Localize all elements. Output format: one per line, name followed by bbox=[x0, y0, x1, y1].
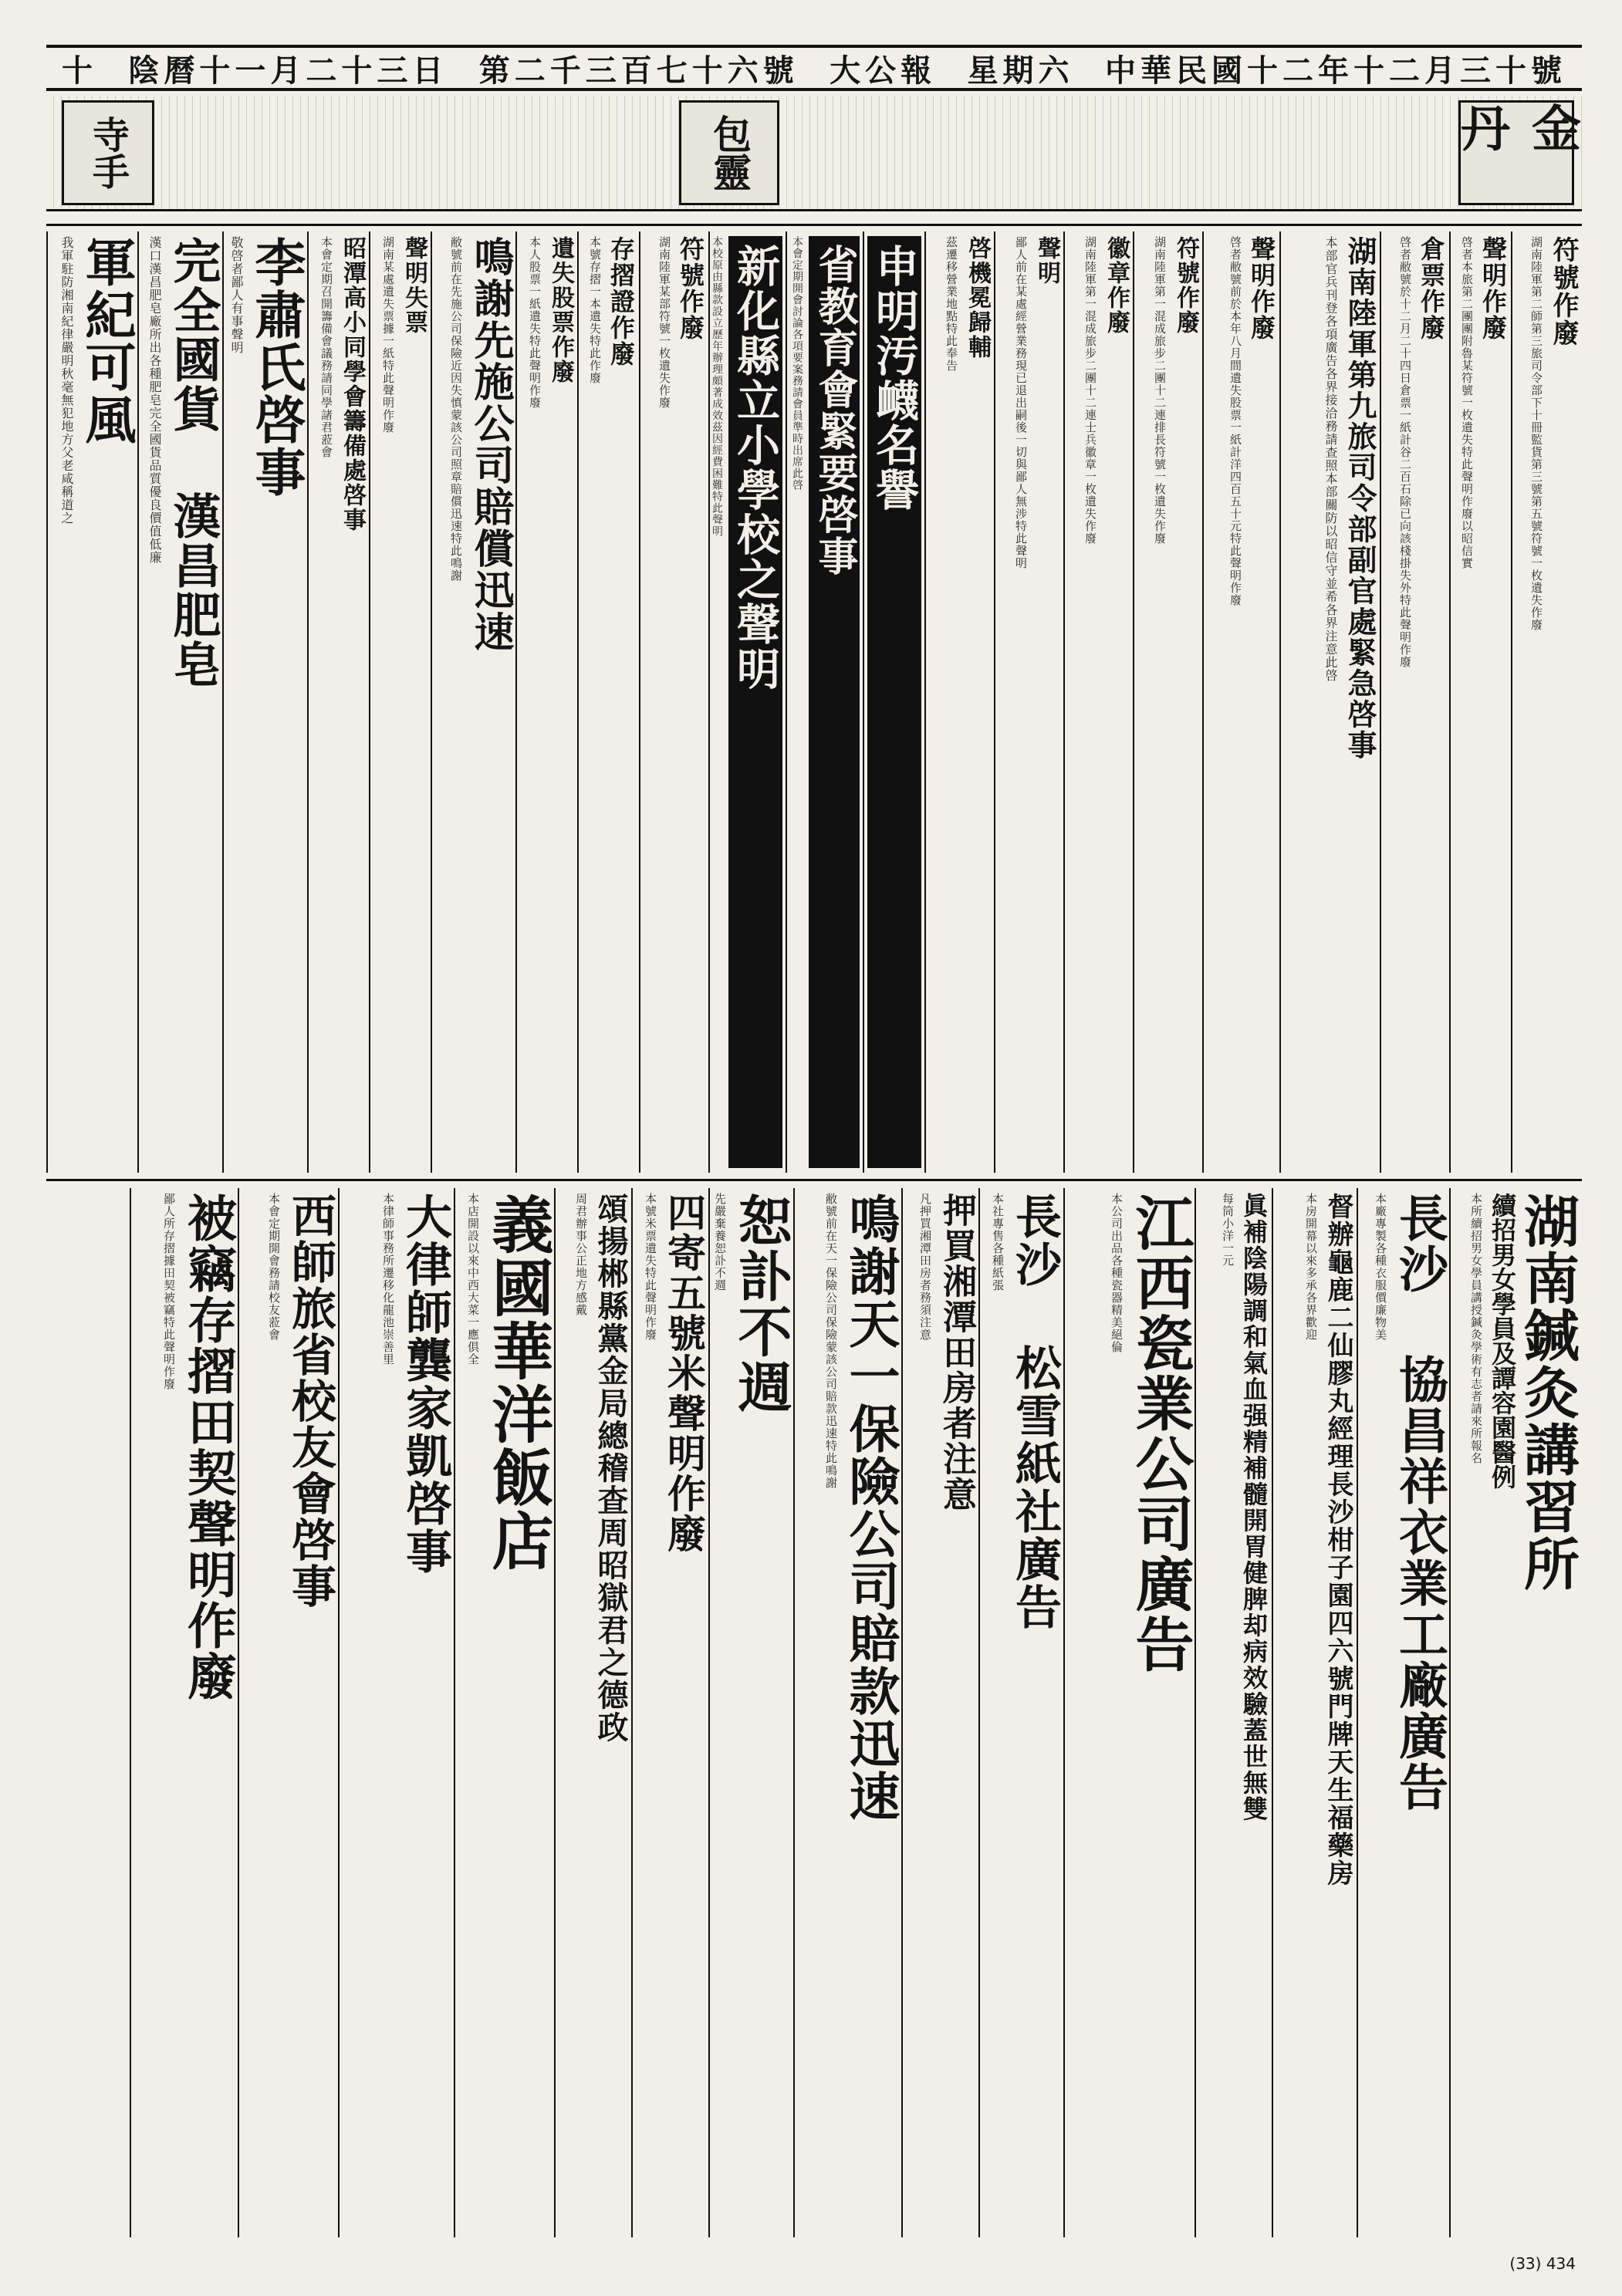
upper-ad-headline: 省教育會緊要啓事 bbox=[809, 236, 860, 1168]
upper-ad-a21 bbox=[48, 231, 137, 1173]
upper-ad-headline: 鳴謝先施公司賠償迅速 bbox=[467, 236, 514, 653]
lower-column-rule bbox=[554, 1188, 556, 2237]
lower-ad-headline: 大律師龔家凱啓事 bbox=[398, 1193, 452, 1575]
upper-ad-headline: 符號作廢 bbox=[1172, 236, 1199, 335]
lower-column-rule bbox=[1357, 1188, 1358, 2237]
lower-ad-headline: 長沙 協昌祥衣業工廠廣告 bbox=[1391, 1193, 1448, 1812]
upper-ad-body: 啓者本旅第二團團附魯某符號一枚遺失特此聲明作廢以昭信實 bbox=[1460, 236, 1474, 569]
lower-ad-body: 敝號前在天一保險公司保險蒙該公司賠款迅速特此鳴謝 bbox=[824, 1193, 838, 1489]
lower-ad-headline: 長沙 松雪紙社廣告 bbox=[1008, 1193, 1062, 1631]
lower-ad-b1 bbox=[1451, 1188, 1580, 2237]
masthead bbox=[46, 45, 1582, 91]
upper-ad-a10 bbox=[864, 231, 924, 1173]
upper-ad-body: 敬啓者鄙人有事聲明 bbox=[229, 236, 244, 354]
lower-ad-headline: 眞補陰陽調和氣血强精補髓開胃健脾却病效驗蓋世無雙 bbox=[1239, 1193, 1269, 1822]
upper-ad-body: 本會定期召開籌備會議務請同學諸君蒞會 bbox=[319, 236, 333, 458]
upper-ad-body: 我軍駐防湘南紀律嚴明秋毫無犯地方父老咸稱道之 bbox=[59, 236, 74, 525]
masthead-paper-name: 大公報 bbox=[830, 52, 937, 89]
upper-column-rule bbox=[1063, 231, 1065, 1173]
lower-column-rule bbox=[901, 1188, 903, 2237]
upper-column-rule bbox=[307, 231, 309, 1173]
lower-ad-headline: 鳴謝天一保險公司賠款迅速 bbox=[840, 1193, 901, 1822]
lower-ad-body: 本所續招男女學員講授鍼灸學術有志者請來所報名 bbox=[1469, 1193, 1483, 1464]
upper-ad-a17 bbox=[370, 231, 431, 1173]
lower-ad-b8 bbox=[795, 1188, 901, 2237]
lower-ad-body: 先嚴棄養恕訃不週 bbox=[713, 1193, 727, 1292]
lower-ad-body: 本律師事務所遷移化龍池崇善里 bbox=[381, 1193, 395, 1366]
upper-ad-a2 bbox=[1451, 231, 1511, 1173]
upper-ad-a12 bbox=[710, 231, 786, 1173]
lower-ad-subheadline: 續招男女學員及譚容園醫例 bbox=[1488, 1193, 1517, 1489]
lower-ad-body: 本會定期開會務請校友蒞會 bbox=[267, 1193, 281, 1341]
upper-ad-a3 bbox=[1381, 231, 1449, 1173]
upper-ad-headline: 倉票作廢 bbox=[1417, 236, 1446, 341]
upper-column-rule bbox=[515, 231, 517, 1173]
lower-column-rule bbox=[708, 1188, 710, 2237]
masthead-issue: 第二千三百七十六號 bbox=[478, 52, 799, 89]
upper-ad-headline: 昭潭高小同學會籌備處啓事 bbox=[339, 236, 366, 532]
upper-ad-body: 湖南陸軍某部符號一枚遺失作廢 bbox=[657, 236, 671, 409]
upper-ad-body: 本部官兵刊登各項廣告各界接洽務請查照本部關防以昭信守並希各界注意此啓 bbox=[1323, 236, 1338, 682]
upper-column-rule bbox=[863, 231, 864, 1173]
upper-ad-body: 湖南陸軍第一混成旅步二團十二連士兵徽章一枚遺失作廢 bbox=[1083, 236, 1097, 545]
upper-ad-body: 漢口漢昌肥皂廠所出各種肥皂完全國貨品質優良價值低廉 bbox=[147, 236, 162, 564]
upper-ad-headline: 聲明失票 bbox=[400, 236, 427, 335]
upper-column-rule bbox=[577, 231, 579, 1173]
upper-ad-body: 本會定期開會討論各項要案務請會員準時出席此啓 bbox=[791, 236, 803, 491]
upper-ad-a9 bbox=[926, 231, 994, 1173]
lower-column-rule bbox=[454, 1188, 455, 2237]
upper-ad-headline: 聲明作廢 bbox=[1247, 236, 1276, 341]
banner-ad-left: 寺手 bbox=[62, 100, 154, 205]
lower-ad-b4 bbox=[1196, 1188, 1272, 2237]
upper-column-rule bbox=[994, 231, 995, 1173]
upper-ad-a18 bbox=[309, 231, 369, 1173]
lower-ad-body: 本廠專製各種衣服價廉物美 bbox=[1374, 1193, 1387, 1341]
upper-ad-headline: 軍紀可風 bbox=[76, 236, 137, 446]
lower-ad-b10 bbox=[633, 1188, 708, 2237]
upper-top-rule bbox=[46, 224, 1582, 226]
upper-column-rule bbox=[431, 231, 432, 1173]
upper-ad-a11 bbox=[787, 231, 863, 1173]
lower-column-rule bbox=[1272, 1188, 1273, 2237]
upper-column-rule bbox=[1133, 231, 1134, 1173]
lower-ad-headline: 押買湘潭田房者注意 bbox=[937, 1193, 976, 1512]
upper-ad-headline: 符號作廢 bbox=[676, 236, 705, 341]
lower-ad-body: 周君辦事公正地方感戴 bbox=[574, 1193, 588, 1316]
lower-ad-body: 凡押買湘潭田房者務須注意 bbox=[918, 1193, 932, 1341]
lower-column-rule bbox=[238, 1188, 239, 2237]
section-divider-rule bbox=[46, 1179, 1582, 1181]
lower-ad-body: 本店開設以來中西大菜一應俱全 bbox=[466, 1193, 480, 1366]
lower-ad-b14 bbox=[239, 1188, 338, 2237]
upper-column-rule bbox=[639, 231, 640, 1173]
upper-ad-body: 敝號前在先施公司保險近因失慎蒙該公司照章賠償迅速特此鳴謝 bbox=[449, 236, 463, 582]
upper-ad-headline: 新化縣立小學校之聲明 bbox=[728, 236, 782, 1168]
upper-column-rule bbox=[369, 231, 370, 1173]
upper-column-rule bbox=[222, 231, 224, 1173]
upper-ad-headline: 啓機冕歸輔 bbox=[964, 236, 991, 360]
lower-ad-b5 bbox=[1065, 1188, 1195, 2237]
upper-ad-body: 本號存摺一本遺失特此作廢 bbox=[588, 236, 602, 384]
upper-ad-headline: 符號作廢 bbox=[1548, 236, 1579, 347]
lower-ad-b12 bbox=[455, 1188, 554, 2237]
upper-ad-a19 bbox=[224, 231, 307, 1173]
upper-ad-a15 bbox=[517, 231, 577, 1173]
lower-ad-body: 本社專售各種紙張 bbox=[991, 1193, 1005, 1292]
lower-column-rule bbox=[631, 1188, 633, 2237]
upper-ad-a4 bbox=[1281, 231, 1380, 1173]
lower-ad-body: 本房開幕以來多承各界歡迎 bbox=[1304, 1193, 1318, 1341]
lower-ad-b3 bbox=[1273, 1188, 1357, 2237]
upper-ad-body: 啓者敝號前於本年八月間遺失股票一紙計洋四百五十元特此聲明作廢 bbox=[1228, 236, 1242, 606]
masthead-date-lunar: 陰曆十一月二十三日 bbox=[128, 52, 448, 89]
upper-column-rule bbox=[1511, 231, 1512, 1173]
banner-ad-right: 金丹 bbox=[1458, 100, 1574, 205]
lower-ad-headline: 被竊存摺田契聲明作廢 bbox=[179, 1193, 237, 1702]
footer-code: (33) 434 bbox=[1509, 2254, 1576, 2273]
upper-ad-a14 bbox=[579, 231, 639, 1173]
lower-ad-headline: 頌揚郴縣黨金局總稽查周昭獄君之德政 bbox=[593, 1193, 629, 1744]
upper-ad-headline: 聲明 bbox=[1033, 236, 1060, 285]
lower-column-rule bbox=[1063, 1188, 1065, 2237]
upper-ad-a7 bbox=[1065, 231, 1133, 1173]
upper-ad-body: 茲遷移營業地點特此奉告 bbox=[944, 236, 958, 372]
upper-column-rule bbox=[1380, 231, 1381, 1173]
masthead-page-number: 十 bbox=[62, 52, 97, 89]
lower-ad-headline: 西師旅省校友會啓事 bbox=[284, 1193, 336, 1609]
lower-ad-headline: 江西瓷業公司廣告 bbox=[1126, 1193, 1195, 1674]
upper-ad-headline: 完全國貨 漢昌肥皂 bbox=[165, 236, 221, 689]
masthead-weekday: 星期六 bbox=[967, 52, 1074, 89]
upper-column-rule bbox=[137, 231, 139, 1173]
banner-strip bbox=[46, 96, 1582, 211]
upper-ad-body: 啓者敝號於十二月二十四日倉票一紙計谷二百石除已向該棧掛失外特此聲明作廢 bbox=[1398, 236, 1412, 668]
upper-column-rule bbox=[1279, 231, 1281, 1173]
lower-ad-b11 bbox=[556, 1188, 631, 2237]
upper-ad-body: 湖南陸軍第二師第三旅司令部下十冊監貨第三號第五號符號一枚遺失作廢 bbox=[1529, 236, 1543, 631]
lower-ad-headline: 四寄五號米聲明作廢 bbox=[661, 1193, 707, 1554]
upper-ad-a16 bbox=[432, 231, 515, 1173]
upper-ad-body: 本校原由縣款設立歷年辦理頗著成效茲因經費困難特此聲明 bbox=[711, 236, 723, 537]
lower-ad-body: 每筒小洋一元 bbox=[1221, 1193, 1235, 1267]
lower-ad-body: 本號米票遺失特此聲明作廢 bbox=[644, 1193, 657, 1341]
lower-column-rule bbox=[978, 1188, 980, 2237]
lower-column-rule bbox=[793, 1188, 795, 2237]
upper-ad-a6 bbox=[1134, 231, 1202, 1173]
upper-column-rule bbox=[1202, 231, 1204, 1173]
upper-ad-body: 本人股票一紙遺失特此聲明作廢 bbox=[528, 236, 542, 409]
lower-column-rule bbox=[338, 1188, 340, 2237]
lower-ad-headline: 義國華洋飯店 bbox=[482, 1193, 554, 1572]
upper-ad-headline: 存摺證作廢 bbox=[607, 236, 636, 367]
upper-ad-a8 bbox=[995, 231, 1063, 1173]
upper-ad-a13 bbox=[640, 231, 708, 1173]
upper-column-rule bbox=[46, 231, 48, 1173]
lower-ad-b7 bbox=[903, 1188, 978, 2237]
upper-column-rule bbox=[924, 231, 926, 1173]
upper-ad-body: 鄙人前在某處經營業務現已退出嗣後一切與鄙人無涉特此聲明 bbox=[1014, 236, 1028, 569]
upper-ad-a1 bbox=[1512, 231, 1582, 1173]
lower-ad-b6 bbox=[980, 1188, 1063, 2237]
upper-ad-body: 湖南某處遺失票據一紙特此聲明作廢 bbox=[381, 236, 395, 434]
lower-ad-b2 bbox=[1358, 1188, 1449, 2237]
lower-column-rule bbox=[130, 1188, 131, 2237]
banner-ad-center: 包靈 bbox=[679, 100, 779, 205]
upper-ad-body: 湖南陸軍第一混成旅步二團十二連排長符號一枚遺失作廢 bbox=[1153, 236, 1167, 545]
upper-ad-a20 bbox=[139, 231, 222, 1173]
upper-ad-headline: 李肅氏啓事 bbox=[246, 236, 306, 498]
upper-ad-headline: 申明汚衊名譽 bbox=[867, 236, 921, 1168]
lower-ad-body: 本公司出品各種瓷器精美絕倫 bbox=[1110, 1193, 1124, 1353]
upper-column-rule bbox=[1449, 231, 1451, 1173]
lower-column-rule bbox=[1449, 1188, 1451, 2237]
upper-ad-headline: 湖南陸軍第九旅司令部副官處緊急啓事 bbox=[1343, 236, 1377, 761]
lower-column-rule bbox=[1195, 1188, 1196, 2237]
upper-column-rule bbox=[708, 231, 710, 1173]
lower-ad-headline: 恕訃不週 bbox=[729, 1193, 793, 1415]
upper-ad-headline: 聲明作廢 bbox=[1478, 236, 1508, 341]
lower-ad-b15 bbox=[131, 1188, 238, 2237]
lower-ad-body: 鄙人所存摺據田契被竊特此聲明作廢 bbox=[162, 1193, 176, 1390]
upper-column-rule bbox=[786, 231, 787, 1173]
upper-ad-a5 bbox=[1204, 231, 1279, 1173]
lower-ad-b9 bbox=[710, 1188, 793, 2237]
lower-ad-b13 bbox=[340, 1188, 454, 2237]
lower-ad-headline: 湖南鍼灸講習所 bbox=[1515, 1193, 1580, 1592]
upper-ad-headline: 徽章作廢 bbox=[1103, 236, 1130, 335]
masthead-date-republic: 中華民國十二年十二月三十號 bbox=[1104, 52, 1566, 89]
lower-ad-headline: 督辦龜鹿二仙膠丸經理長沙柑子園四六號門牌天生福藥房 bbox=[1323, 1193, 1353, 1887]
upper-ad-headline: 遺失股票作廢 bbox=[547, 236, 574, 384]
